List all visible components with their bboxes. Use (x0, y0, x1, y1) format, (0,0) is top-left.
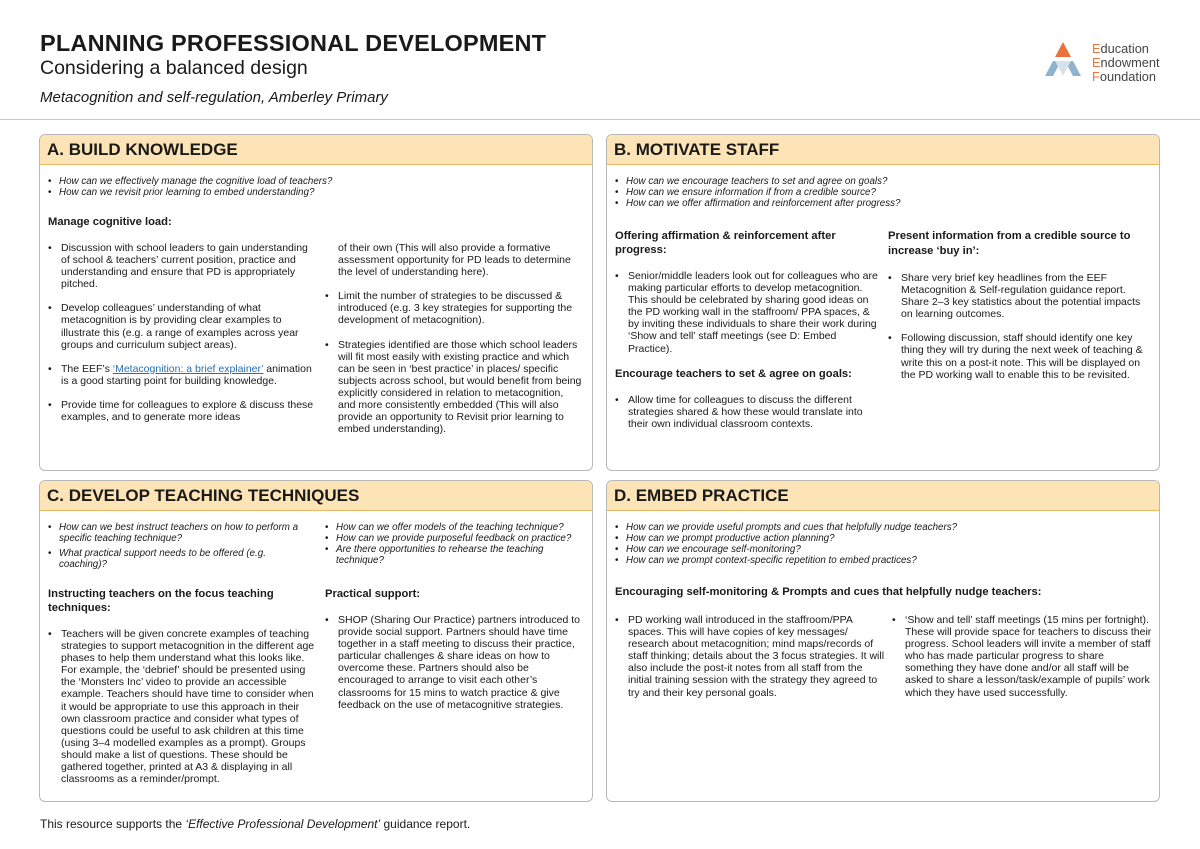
panel-c-left-column (48, 587, 316, 797)
question-item: • How can we effectively manage the cognitive load of teachers? (48, 176, 578, 187)
question-item: • How can we revisit prior learning to embed understanding? (48, 187, 578, 198)
question-item: • How can we best instruct teachers on how to perform a specific teaching technique? (48, 522, 313, 544)
question-item: • How can we ensure information if from a credible source? (615, 187, 1145, 198)
panel-c-right-column (325, 587, 583, 723)
panel-b-questions (615, 176, 1145, 209)
question-item: • How can we encourage teachers to set and agree on goals? (615, 176, 1145, 187)
logo-wordmark: Education Endowment Foundation (1092, 41, 1160, 84)
panel-develop-teaching-techniques (39, 480, 593, 802)
list-item: • Allow time for colleagues to discuss the different strategies shared & how these would translate into their own individual classroom contexts. (615, 394, 880, 430)
panel-b-heading: B. MOTIVATE STAFF (607, 135, 1159, 165)
instructing-heading: Instructing teachers on the focus teaching techniques: (48, 588, 274, 614)
panel-embed-practice (606, 480, 1160, 802)
panel-a-left-column (48, 242, 318, 435)
panel-d-questions (615, 522, 1145, 566)
question-item: • What practical support needs to be offered (e.g. coaching)? (48, 548, 313, 570)
question-item: • How can we encourage self-monitoring? (615, 544, 1145, 555)
triangle-logo-icon (1040, 40, 1086, 86)
list-item: • Limit the number of strategies to be discussed & introduced (e.g. 3 key strategies for supporting the development of metacognition). (325, 290, 583, 326)
panel-d-right-column (892, 614, 1154, 711)
panel-c-heading: C. DEVELOP TEACHING TECHNIQUES (40, 481, 592, 511)
credible-source-heading: Present information from a credible source to increase ‘buy in’: (888, 230, 1131, 257)
list-item: • The EEF’s ‘Metacognition: a brief explainer’ animation is a good starting point for building knowledge. (48, 363, 318, 387)
guidance-report-title: ‘Effective Professional Development’ (185, 817, 381, 831)
panel-d-heading: D. EMBED PRACTICE (607, 481, 1159, 511)
page-title: PLANNING PROFESSIONAL DEVELOPMENT (40, 30, 547, 56)
panel-c-questions-left (48, 522, 313, 570)
eef-logo (1040, 40, 1170, 86)
list-item: • Develop colleagues’ understanding of what metacognition is by providing clear examples to illustrate this (e.g. a range of examples across year groups and curriculum subject areas). (48, 302, 318, 350)
continued-text: of their own (This will also provide a formative assessment opportunity for PD leads to determine the level of understanding here). (338, 242, 571, 279)
question-item: • How can we provide useful prompts and cues that helpfully nudge teachers? (615, 522, 1145, 533)
list-item: • Teachers will be given concrete examples of teaching strategies to support metacognition in the different age phases to help them understand what this looks like. For example, the ‘debrief’ should be presented using the ‘Monsters Inc’ video to provide an accessible example. Teachers should have time to consider when it would be appropriate to use this approach in their own classroom practice and consider what types of questions could be useful to ask children at this time (using 3–4 modelled examples as a prompt). Groups should make a list of questions. These should be gathered together, printed at A3 & displaying in all classrooms as a reminder/prompt. (48, 628, 316, 785)
footer-note: This resource supports the ‘Effective Professional Development’ guidance report. (40, 817, 471, 831)
school-line: Metacognition and self-regulation, Amberley Primary (40, 89, 388, 106)
page-subtitle: Considering a balanced design (40, 57, 308, 79)
list-item: • ‘Show and tell’ staff meetings (15 mins per fortnight). These will provide space for teachers to discuss their progress. School leaders will invite a member of staff who has made particular progress to share something they have done and/or all staff will be asked to share a lesson/task/example of pupils’ work which they have used successfully. (892, 614, 1154, 699)
panel-c-questions-right (325, 522, 585, 566)
list-item: • Strategies identified are those which school leaders will fit most easily with existing practice and which can be seen in ‘best practice’ in places/ specific subjects across school, but would benefit from being explicitly considered in relation to metacognition, and more consistently embedded (This will also provide an opportunity to Revisit prior learning to embed understanding). (325, 339, 583, 436)
panel-b-right-column (888, 229, 1152, 393)
list-item: • PD working wall introduced in the staffroom/PPA spaces. This will have copies of key messages/ research about metacognition; mind maps/records of staff thinking; details about the 3 focus strategies. It will also include the post-it notes from all staff from the initial training session with the strategy they agreed to try and their key personal goals. (615, 614, 885, 699)
header-divider (0, 119, 1200, 120)
panel-build-knowledge (39, 134, 593, 471)
panel-a-section-heading: Manage cognitive load: (48, 216, 172, 228)
question-item: • Are there opportunities to rehearse the teaching technique? (325, 544, 585, 566)
list-item: • Provide time for colleagues to explore & discuss these examples, and to generate more ideas (48, 399, 318, 423)
question-item: • How can we prompt productive action planning? (615, 533, 1145, 544)
explainer-link[interactable]: ‘Metacognition: a brief explainer’ (112, 362, 264, 375)
panel-d-section-heading: Encouraging self-monitoring & Prompts and cues that helpfully nudge teachers: (615, 586, 1042, 598)
list-item: • Discussion with school leaders to gain understanding of school & teachers’ current position, practice and understanding and ensure that PD is appropriately pitched. (48, 242, 318, 290)
question-item: • How can we offer affirmation and reinforcement after progress? (615, 198, 1145, 209)
goals-heading: Encourage teachers to set & agree on goals: (615, 367, 852, 380)
panel-a-questions (48, 176, 578, 198)
panel-d-left-column (615, 614, 885, 711)
affirmation-heading: Offering affirmation & reinforcement after progress: (615, 230, 836, 256)
list-item: • SHOP (Sharing Our Practice) partners introduced to provide social support. Partners should have time together in a staff meeting to discuss their practice, particular challenges & share ideas on how to overcome these. Partners should also be encouraged to arrange to visit each other’s classrooms for 15 mins to watch practice & give feedback on the use of metacognitive strategies. (325, 614, 583, 711)
list-item: • Share very brief key headlines from the EEF Metacognition & Self-regulation guidance report. Share 2–3 key statistics about the potential impacts on learning outcomes. (888, 272, 1152, 320)
panel-a-heading: A. BUILD KNOWLEDGE (40, 135, 592, 165)
question-item: • How can we offer models of the teaching technique? (325, 522, 585, 533)
question-item: • How can we provide purposeful feedback on practice? (325, 533, 585, 544)
list-item: • Senior/middle leaders look out for colleagues who are making particular efforts to develop metacognition. This should be celebrated by sharing good ideas on the PD working wall in the staffroom/ PPA spaces, & by inviting these individuals to share their work during ‘Show and tell’ staff meetings (see D: Embed Practice). (615, 270, 880, 355)
panel-b-left-column (615, 229, 880, 442)
question-item: • How can we prompt context-specific repetition to embed practices? (615, 555, 1145, 566)
practical-support-heading: Practical support: (325, 588, 421, 600)
panel-motivate-staff (606, 134, 1160, 471)
list-item: • Following discussion, staff should identify one key thing they will try during the next week of teaching & write this on a post-it note. This will be displayed on the PD working wall to enable this to be revisited. (888, 332, 1152, 380)
page-header (40, 30, 546, 106)
panel-a-right-column (325, 242, 583, 447)
